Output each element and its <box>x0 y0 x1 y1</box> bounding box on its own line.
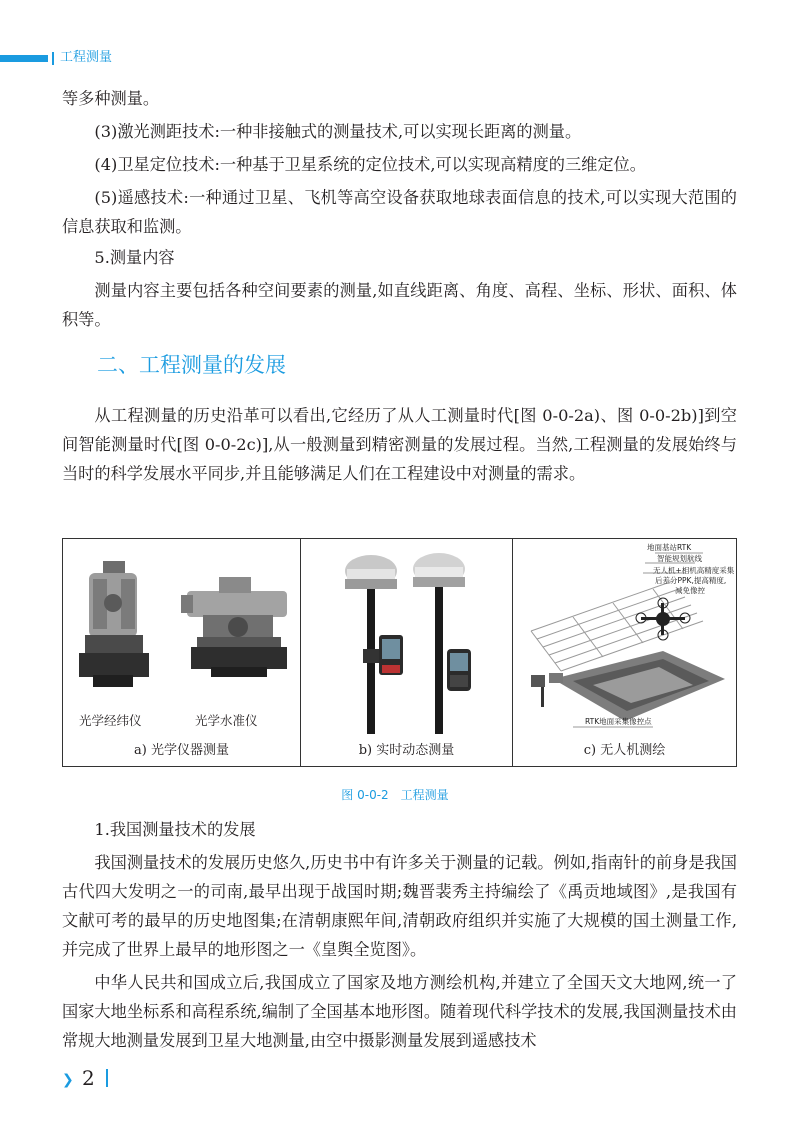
label-optical-level: 光学水准仪 <box>195 713 258 728</box>
annot-rtk-ground-points: RTK地面采集像控点 <box>585 717 652 726</box>
paragraph-prc-development: 中华人民共和国成立后,我国成立了国家及地方测绘机构,并建立了全国天文大地网,统一了国家大地坐标系和高程系统,编制了全国基本地形图。随着现代科学技术的发展,我国测量技术由常规大地测量发展到卫星大地测量,由空中摄影测量发展到遥感技术 <box>62 973 737 1050</box>
caption-c: c) 无人机测绘 <box>583 743 666 758</box>
figure-panel-a <box>63 539 301 766</box>
chevron-right-icon: ❯ <box>62 1072 74 1088</box>
label-optical-theodolite: 光学经纬仪 <box>79 713 142 728</box>
caption-b: b) 实时动态测量 <box>358 743 455 758</box>
caption-a: a) 光学仪器测量 <box>134 743 229 758</box>
annot-ppk: 后差分PPK,提高精度, <box>655 576 727 585</box>
figure-panel-c <box>513 539 736 766</box>
annot-planned-route: 智能规划航线 <box>657 554 702 563</box>
optical-instruments-image <box>63 539 299 719</box>
rtk-equipment-image <box>301 539 511 734</box>
header-separator <box>52 52 54 65</box>
header-accent-bar <box>0 55 48 62</box>
uav-mapping-image <box>513 539 735 739</box>
subheading-measurement-content: 5.测量内容 <box>94 248 175 267</box>
header-title: 工程测量 <box>60 50 113 65</box>
figure-title: 图 0-0-2 工程测量 <box>341 788 449 802</box>
history-paragraph: 从工程测量的历史沿革可以看出,它经历了从人工测量时代[图 0-0-2a)、图 0-0-2b)]到空间智能测量时代[图 0-0-2c)],从一般测量到精密测量的发展过程。当然,工程测量的发展始终与当时的科学发展水平同步,并且能够满足人们在工程建设中对测量的需求。 <box>62 406 737 483</box>
section-heading: 二、工程测量的发展 <box>97 353 286 377</box>
text-line: (3)激光测距技术:一种非接触式的测量技术,可以实现长距离的测量。 <box>94 122 582 141</box>
figure-box <box>62 538 737 767</box>
page-number: 2 <box>82 1066 95 1090</box>
subheading-domestic-development: 1.我国测量技术的发展 <box>94 820 256 839</box>
figure-panel-b <box>301 539 513 766</box>
section-2-text <box>62 815 737 1055</box>
history-paragraph-block <box>62 401 737 488</box>
annot-reduce-control: 减免像控 <box>675 586 705 595</box>
paragraph-history-china: 我国测量技术的发展历史悠久,历史书中有许多关于测量的记载。例如,指南针的前身是我国古代四大发明之一的司南,最早出现于战国时期;魏晋裴秀主持编绘了《禹贡地域图》,是我国有文献可考的最早的历史地图集;在清朝康熙年间,清朝政府组织并实施了大规模的国土测量工作,并完成了世界上最早的地形图之一《皇舆全览图》。 <box>62 853 737 959</box>
text-line: (4)卫星定位技术:一种基于卫星系统的定位技术,可以实现高精度的三维定位。 <box>94 155 646 174</box>
text-line: (5)遥感技术:一种通过卫星、飞机等高空设备获取地球表面信息的技术,可以实现大范围的信息获取和监测。 <box>62 188 737 236</box>
annot-uav-camera: 无人机+相机高精度采集 <box>653 566 735 575</box>
annot-ground-base-rtk: 地面基站RTK <box>647 543 692 552</box>
text-line: 等多种测量。 <box>62 89 160 108</box>
section-1-text <box>62 84 737 334</box>
pole-brand-text: HI-TA <box>424 706 434 729</box>
content-paragraph: 测量内容主要包括各种空间要素的测量,如直线距离、角度、高程、坐标、形状、面积、体积等。 <box>62 281 737 329</box>
running-header <box>0 50 790 66</box>
footer-separator <box>106 1069 108 1087</box>
